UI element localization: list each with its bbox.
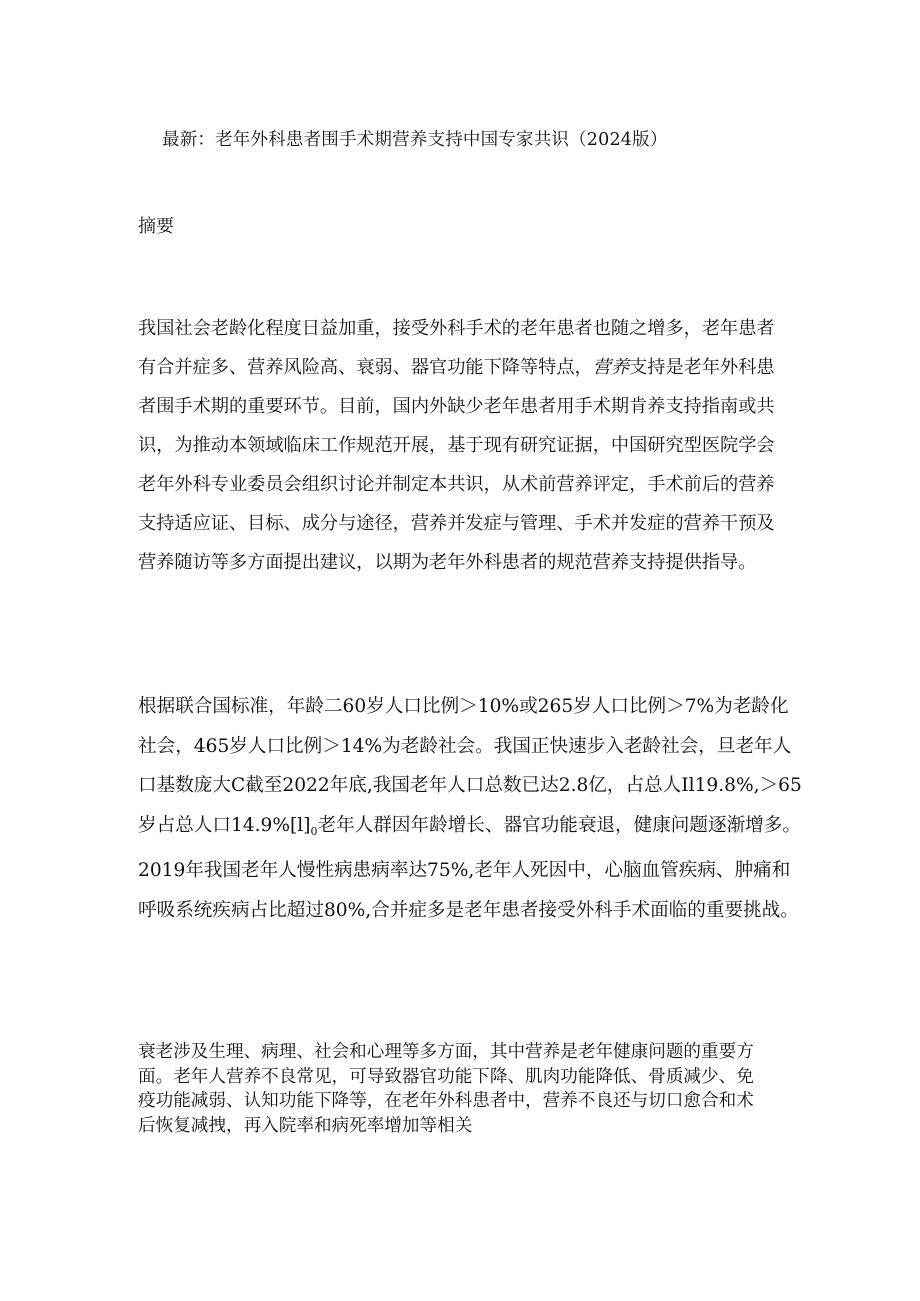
text-run: 老年人群因年龄增长、器官功能衰退，健康问题逐渐增多。 xyxy=(317,814,801,836)
paragraph-line: 老年外科专业委员会组织讨论并制定本共识，从术前营养评定，手术前后的营养 xyxy=(138,474,775,495)
subscript-text: 0 xyxy=(310,824,318,838)
paragraph-line xyxy=(138,806,801,852)
paragraph-line: 后恢复减拽，再入院率和病死率增加等相关 xyxy=(138,1115,473,1136)
paragraph-line: 疫功能减弱、认知功能下降等，在老年外科患者中，营养不良还与切口愈合和术 xyxy=(138,1091,754,1111)
paragraph-line: 根据联合国标准，年龄二60岁人口比例＞10%或265岁人口比例＞7%为老龄化 xyxy=(138,696,789,717)
paragraph-line xyxy=(138,348,798,387)
text-run: 有合并症多、营养风险高、衰弱、器官功能下降等特点， xyxy=(138,357,593,378)
paragraph-line: 衰老涉及生理、病理、社会和心理等多方面，其中营养是老年健康问题的重要方 xyxy=(138,1042,754,1062)
document-title: 最新：老年外科患者围手术期营养支持中国专家共识（2024版） xyxy=(162,130,668,150)
paragraph-line: 者围手术期的重要环节。目前，国内外缺少老年患者用手术期肯养支持指南或共 xyxy=(138,396,775,417)
paragraph-line: 我国社会老龄化程度日益加重，接受外科手术的老年患者也随之增多，老年患者 xyxy=(138,318,775,339)
paragraph-line: 支持适应证、目标、成分与途径，营养并发症与管理、手术并发症的营养干预及 xyxy=(138,513,775,534)
text-run: 岁占总人口14.9%[l] xyxy=(138,814,311,836)
text-run: 支持是老年外科患 xyxy=(629,357,775,378)
paragraph-line: 营养随访等多方面提出建议，以期为老年外科患者的规范营养支持提供指导。 xyxy=(138,552,757,573)
abstract-heading: 摘要 xyxy=(138,216,174,237)
paragraph-line: 识，为推动本领域临床工作规范开展，基于现有研究证据，中国研究型医院学会 xyxy=(138,435,775,456)
paragraph-line: 口基数庞大C截至2022年底,我国老年人口总数已达2.8亿，占总人Il19.8%,＞65 xyxy=(138,775,802,796)
paragraph-line: 2019年我国老年人慢性病患病率达75%,老年人死因中，心脑血管疾病、肿痛和 xyxy=(138,860,791,881)
paragraph-1 xyxy=(138,309,798,582)
paragraph-line: 社会，465岁人口比例＞14%为老龄社会。我国正快速步入老龄社会，旦老年人 xyxy=(138,735,792,757)
paragraph-line: 呼吸系统疾病占比超过80%,合并症多是老年患者接受外科手术面临的重要挑战。 xyxy=(138,899,799,921)
paragraph-3 xyxy=(138,1040,798,1138)
paragraph-line: 面。老年人营养不良常见，可导致器官功能下降、肌肉功能降低、骨质减少、免 xyxy=(138,1066,754,1087)
paragraph-2 xyxy=(138,687,802,930)
italic-text-run: 营养 xyxy=(592,357,630,378)
